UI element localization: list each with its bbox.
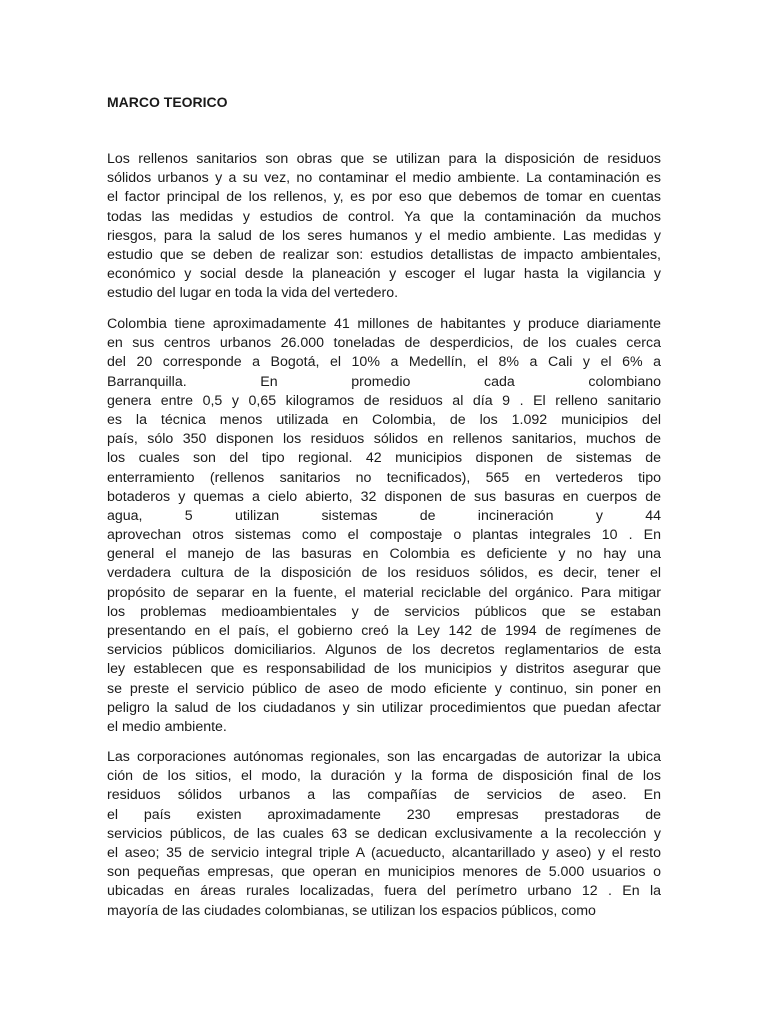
text-line: los problemas medioambientales y de servicios públicos que se estaban [107,603,661,620]
text-line: aprovechan otros sistemas como el compostaje o plantas integrales 10 . En [107,527,661,544]
document-title: MARCO TEORICO [107,94,228,110]
paragraph-corporaciones-autonomas [107,748,661,921]
paragraph-rellenos-sanitarios [107,150,661,304]
text-line: ley establecen que es responsabilidad de los municipios y distritos asegurar que [107,661,661,678]
text-line: servicios públicos, de las cuales 63 se dedican exclusivamente a la recolección y [107,825,661,842]
text-line: ubicadas en áreas rurales localizadas, fuera del perímetro urbano 12 . En la [107,883,661,900]
text-line: el país existen aproximadamente 230 empresas prestadoras de [107,806,661,823]
text-line: Las corporaciones autónomas regionales, son las encargadas de autorizar la ubica [107,749,661,765]
text-line: botaderos y quemas a cielo abierto, 32 disponen de sus basuras en cuerpos de [107,488,661,505]
text-line: genera entre 0,5 y 0,65 kilogramos de residuos al día 9 . El relleno sanitario [107,392,661,409]
text-line: estudio del lugar en toda la vida del vertedero. [107,285,399,302]
text-line: el aseo; 35 de servicio integral triple A (acueducto, alcantarillado y aseo) y el resto [107,844,661,861]
text-line: del 20 corresponde a Bogotá, el 10% a Medellín, el 8% a Cali y el 6% a [107,354,661,371]
text-line: Colombia tiene aproximadamente 41 millones de habitantes y produce diariamente [107,316,661,332]
text-line: ción de los sitios, el modo, la duración y la forma de disposición final de los [107,768,661,785]
text-line: residuos sólidos urbanos a las compañías de servicios de aseo. En [107,787,661,804]
text-line: Los rellenos sanitarios son obras que se utilizan para la disposición de residuos [107,151,661,167]
text-line: son pequeñas empresas, que operan en municipios menores de 5.000 usuarios o [107,864,661,881]
text-line: es la técnica menos utilizada en Colombia, de los 1.092 municipios del [107,411,661,428]
text-line: el factor principal de los rellenos, y, es por eso que debemos de tomar en cuentas [107,189,661,206]
text-line: enterramiento (rellenos sanitarios no tecnificados), 565 en vertederos tipo [107,469,661,486]
text-line: estudio que se deben de realizar son: estudios detallistas de impacto ambientales, [107,246,661,263]
text-line: agua, 5 utilizan sistemas de incineración y 44 [107,507,661,524]
text-line: Barranquilla. En promedio cada colombiano [107,373,661,390]
text-line: propósito de separar en la fuente, el material reciclable del orgánico. Para mitigar [107,584,661,601]
text-line: verdadera cultura de la disposición de los residuos sólidos, es decir, tener el [107,565,661,582]
paragraph-colombia-residuos [107,315,661,737]
text-line: general el manejo de las basuras en Colombia es deficiente y no hay una [107,546,661,563]
text-line: los cuales son del tipo regional. 42 municipios disponen de sistemas de [107,450,661,467]
text-line: económico y social desde la planeación y escoger el lugar hasta la vigilancia y [107,266,661,283]
text-line: peligro la salud de los ciudadanos y sin utilizar procedimientos que puedan afectar [107,699,661,716]
text-line: en sus centros urbanos 26.000 toneladas de desperdicios, de los cuales cerca [107,335,661,352]
text-line: se preste el servicio público de aseo de modo eficiente y continuo, sin poner en [107,680,661,697]
text-line: riesgos, para la salud de los seres humanos y el medio ambiente. Las medidas y [107,227,661,244]
text-line: país, sólo 350 disponen los residuos sólidos en rellenos sanitarios, muchos de [107,431,661,448]
text-line: todas las medidas y estudios de control. Ya que la contaminación da muchos [107,208,661,225]
text-line: servicios públicos domiciliarios. Algunos de los decretos reglamentarios de esta [107,642,661,659]
text-line: sólidos urbanos y a su vez, no contaminar el medio ambiente. La contaminación es [107,170,661,187]
text-line: presentando en el país, el gobierno creó la Ley 142 de 1994 de regímenes de [107,623,661,639]
text-line: el medio ambiente. [107,718,227,735]
text-line: mayoría de las ciudades colombianas, se utilizan los espacios públicos, como [107,902,596,919]
